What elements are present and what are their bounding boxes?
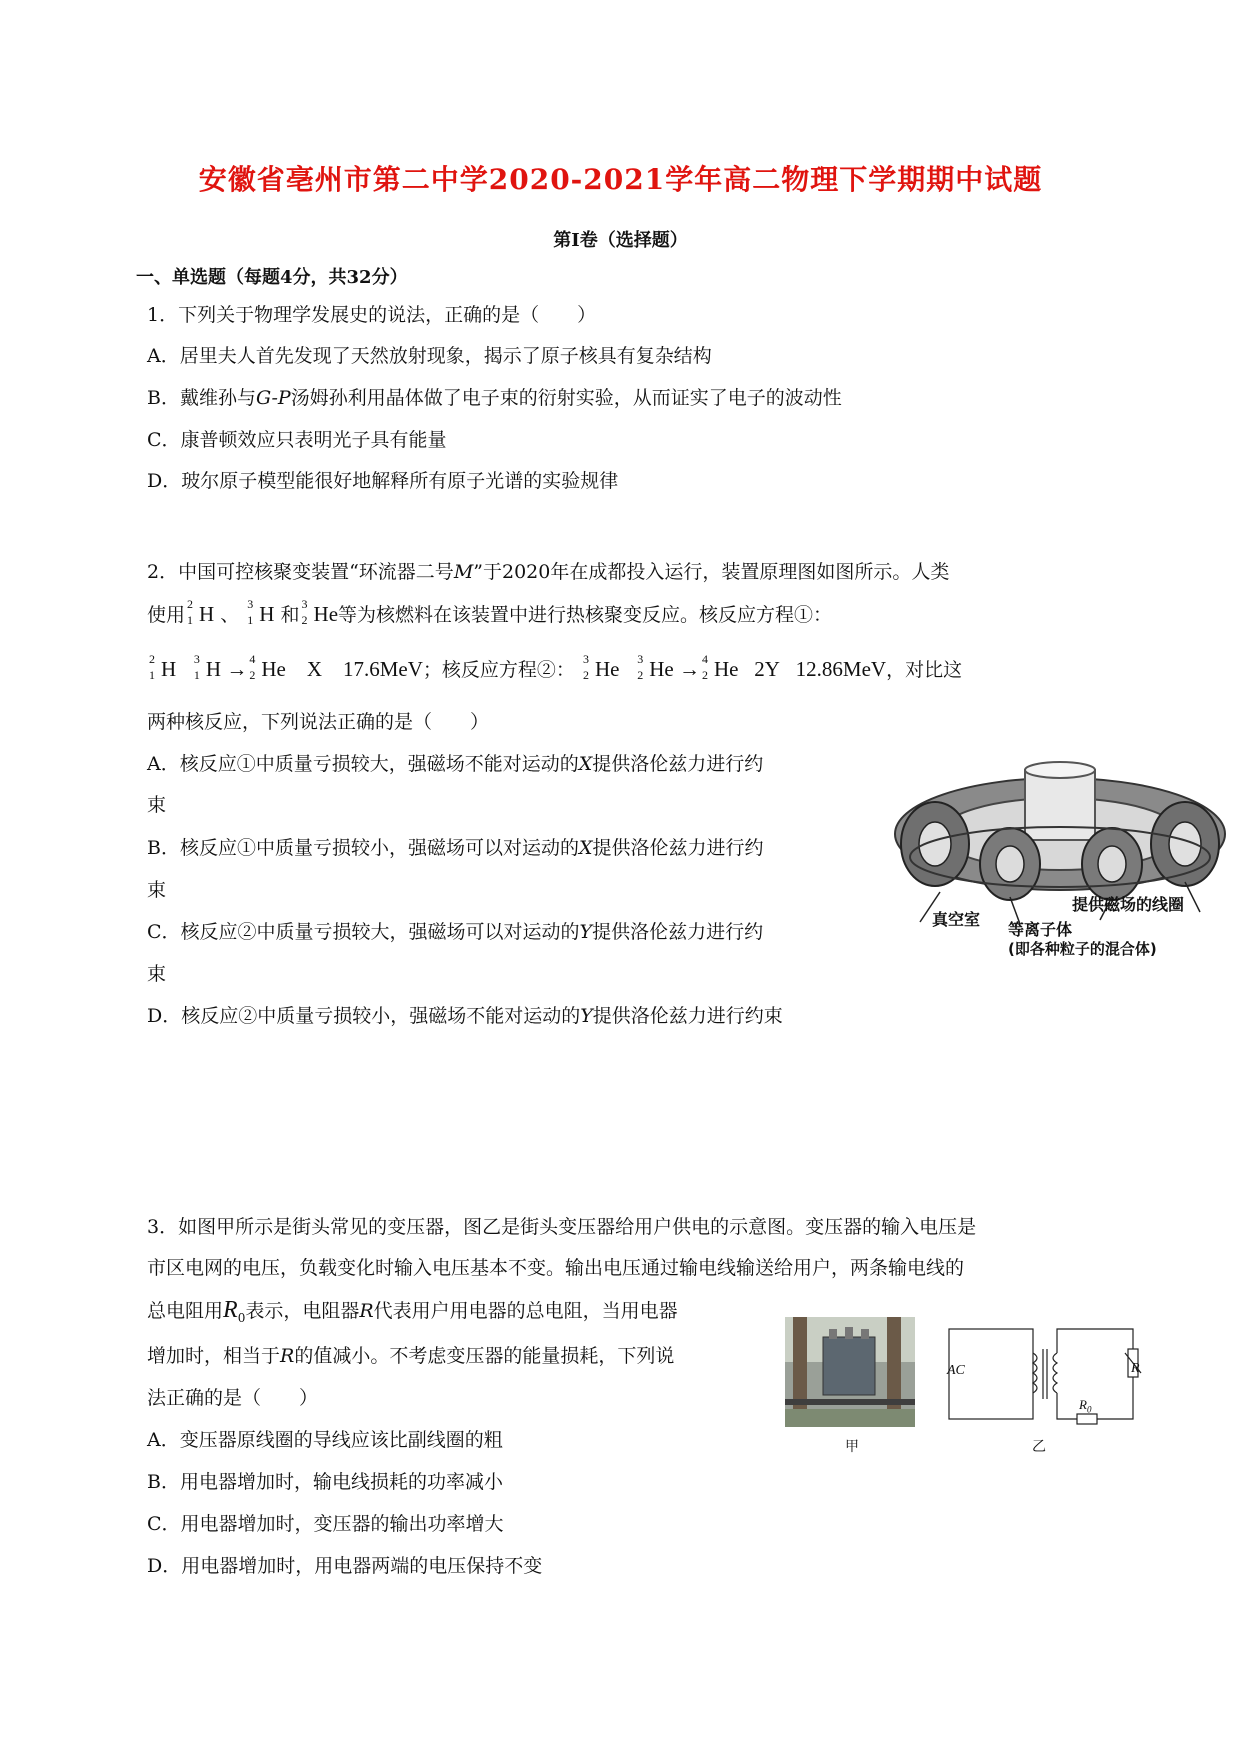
q3-option-a: A．变压器原线圈的导线应该比副线圈的粗 (147, 1429, 503, 1451)
label-plasma-note: (即各种粒子的混合体) (1008, 940, 1157, 958)
q3-stem-line4: 增加时，相当于R的值减小。不考虑变压器的能量损耗，下列说 (147, 1345, 675, 1367)
q1-option-c: C．康普顿效应只表明光子具有能量 (147, 429, 447, 451)
transformer-photo (785, 1317, 915, 1427)
label-ac-source: AC (947, 1363, 965, 1378)
nuclide-helium3: 3 2 He (301, 597, 339, 627)
q2-option-b-cont: 束 (147, 879, 167, 901)
q3-stem-line2: 市区电网的电压，负载变化时输入电压基本不变。输出电压通过输电线输送给用户，两条输电线的 (147, 1257, 965, 1279)
q2-option-d: D．核反应②中质量亏损较小，强磁场不能对运动的Y提供洛伦兹力进行约束 (147, 1005, 783, 1027)
q3-option-b: B．用电器增加时，输电线损耗的功率减小 (147, 1471, 503, 1493)
label-vacuum-chamber: 真空室 (932, 910, 981, 929)
figure-jia-label: 甲 (845, 1439, 859, 1455)
circuit-diagram (945, 1325, 1145, 1425)
q1-stem: 1．下列关于物理学发展史的说法，正确的是（ ） (147, 304, 597, 326)
tokamak-figure (880, 752, 1230, 962)
q2-stem-line2: 使用 2 1 H 、 3 1 H 和 3 2 He等为核燃料在该装置中进行热核聚变反应。核反应方程①： (147, 597, 833, 627)
figure-yi-label: 乙 (1032, 1439, 1046, 1455)
q3-option-c: C．用电器增加时，变压器的输出功率增大 (147, 1513, 504, 1535)
label-resistor-r0: $R_0$ (1079, 1397, 1092, 1415)
q2-stem-line4: 两种核反应，下列说法正确的是（ ） (147, 711, 490, 733)
q3-stem-line5: 法正确的是（ ） (147, 1387, 319, 1409)
q2-option-a: A．核反应①中质量亏损较大，强磁场不能对运动的X提供洛伦兹力进行约 (147, 753, 764, 775)
nuclide-deuterium: 2 1 H (187, 597, 215, 627)
label-magnetic-coil: 提供磁场的线圈 (1072, 895, 1185, 914)
q2-option-a-cont: 束 (147, 794, 167, 816)
q1-option-b: B．戴维孙与G-P汤姆孙利用晶体做了电子束的衍射实验，从而证实了电子的波动性 (147, 387, 842, 409)
q1-option-a: A．居里夫人首先发现了天然放射现象，揭示了原子核具有复杂结构 (147, 345, 712, 367)
q3-stem-line3: 总电阻用$R_0$表示，电阻器R代表用户用电器的总电阻，当用电器 (147, 1297, 678, 1325)
q2-option-c-cont: 束 (147, 963, 167, 985)
reaction-equation-1: 2 1 H 3 1 H → 4 2 He X 17.6MeV (149, 652, 423, 682)
nuclide-tritium: 3 1 H (247, 597, 275, 627)
label-resistor-r: R (1131, 1361, 1140, 1376)
q3-stem-line1: 3．如图甲所示是街头常见的变压器，图乙是街头变压器给用户供电的示意图。变压器的输入电压是 (147, 1216, 977, 1238)
q2-option-b: B．核反应①中质量亏损较小，强磁场可以对运动的X提供洛伦兹力进行约 (147, 837, 764, 859)
q2-option-c: C．核反应②中质量亏损较大，强磁场可以对运动的Y提供洛伦兹力进行约 (147, 921, 764, 943)
volume-heading: 第Ⅰ卷（选择题） (553, 230, 688, 251)
page-title: 安徽省亳州市第二中学2020-2021学年高二物理下学期期中试题 (198, 163, 1043, 196)
label-plasma: 等离子体 (1008, 920, 1073, 939)
q3-option-d: D．用电器增加时，用电器两端的电压保持不变 (147, 1555, 543, 1577)
reaction-equation-2: 3 2 He 3 2 He → 4 2 He 2Y 12.86MeV (582, 652, 887, 682)
q1-option-d: D．玻尔原子模型能很好地解释所有原子光谱的实验规律 (147, 470, 619, 492)
q2-equations: 2 1 H 3 1 H → 4 2 He X 17.6MeV；核反应方程②： 3 2 He 3 2 He → 4 2 He 2Y 12.86MeV，对比这 (149, 652, 963, 682)
section-heading: 一、单选题（每题4分，共32分） (136, 267, 408, 288)
q2-stem-line1: 2．中国可控核聚变装置“环流器二号M”于2020年在成都投入运行，装置原理图如图所示。人类 (147, 561, 950, 583)
